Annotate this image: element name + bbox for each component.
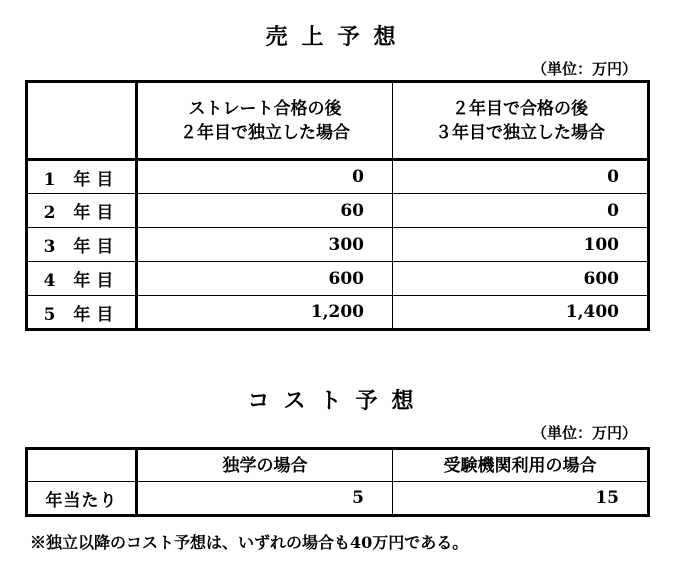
cell-value: 300: [137, 228, 393, 262]
table-row: [27, 262, 649, 296]
cost-column-header: 受験機関利用の場合: [393, 449, 649, 482]
sales-column-header: ２年目で合格の後 ３年目で独立した場合: [393, 82, 649, 160]
row-label: 3 年目: [27, 228, 137, 262]
sales-unit: （単位：万円）: [531, 60, 637, 78]
row-label: 4 年目: [27, 262, 137, 296]
cell-value: 0: [393, 160, 649, 194]
cost-title: コスト予想: [247, 388, 428, 414]
cell-value: 0: [393, 194, 649, 228]
table-row: [27, 482, 649, 516]
sales-title: 売上予想: [265, 24, 410, 50]
cost-header-corner: [27, 449, 137, 482]
table-row: [27, 296, 649, 330]
cost-table: [25, 447, 650, 517]
cost-header-row: [27, 449, 649, 482]
sales-header-corner: [27, 82, 137, 160]
row-label: 5 年目: [27, 296, 137, 330]
row-label: 1 年目: [27, 160, 137, 194]
cost-unit: （単位：万円）: [531, 424, 637, 442]
footnote: ※独立以降のコスト予想は、いずれの場合も40万円である。: [30, 533, 469, 552]
table-row: [27, 160, 649, 194]
cell-value: 60: [137, 194, 393, 228]
cell-value: 100: [393, 228, 649, 262]
cell-value: 600: [393, 262, 649, 296]
cost-column-header: 独学の場合: [137, 449, 393, 482]
sales-header-row: [27, 82, 649, 160]
table-row: [27, 228, 649, 262]
cell-value: 0: [137, 160, 393, 194]
sales-column-header: ストレート合格の後 ２年目で独立した場合: [137, 82, 393, 160]
cell-value: 1,400: [393, 296, 649, 330]
cell-value: 600: [137, 262, 393, 296]
cell-value: 5: [137, 482, 393, 516]
cell-value: 15: [393, 482, 649, 516]
row-label: 年当たり: [27, 482, 137, 516]
sales-table: [25, 80, 650, 331]
table-row: [27, 194, 649, 228]
row-label: 2 年目: [27, 194, 137, 228]
cell-value: 1,200: [137, 296, 393, 330]
